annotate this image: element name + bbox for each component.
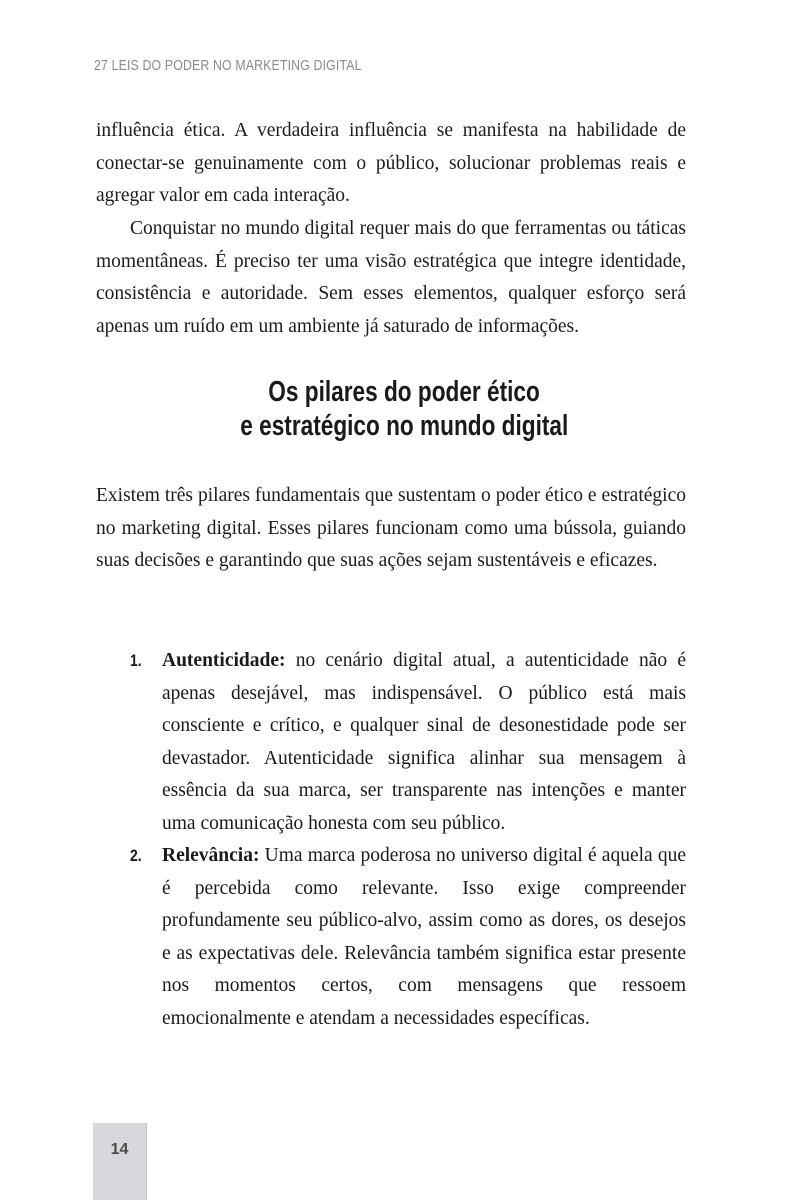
list-text: no cenário digital atual, a autenticidade não é apenas desejável, mas indispensável. O público está mais consciente e crítico, e qualquer sinal de desonestidade pode ser devastador. Autenticidade significa alinhar sua mensagem à essência da sua marca, ser transparente nas intenções e manter uma comunicação honesta com seu público.	[162, 650, 686, 834]
heading-line-2: e estratégico no mundo digital	[240, 410, 569, 442]
list-term: Relevância:	[162, 845, 260, 866]
list-term: Autenticidade:	[162, 650, 286, 671]
list-number: 2.	[130, 846, 142, 865]
paragraph-intro-pilares	[96, 480, 686, 578]
heading-line-1: Os pilares do poder ético	[268, 376, 541, 408]
paragraph-text: Existem três pilares fundamentais que sustentam o poder ético e estratégico no marketing digital. Esses pilares funcionam como uma bússola, guiando suas decisões e garantindo que suas ações sejam sustentáveis e eficazes.	[96, 485, 686, 571]
list-number: 1.	[130, 651, 142, 670]
page-number-tab	[93, 1123, 147, 1200]
paragraph-continuation	[96, 115, 686, 213]
paragraph-conquistar	[96, 213, 686, 343]
list-text: Uma marca poderosa no universo digital é aquela que é percebida como relevante. Isso exige compreender profundamente seu público-alvo, assim como as dores, os desejos e as expectativas dele. Relevância também significa estar presente nos momentos certos, com mensagens que ressoem emocionalmente e atendam a necessidades específicas.	[162, 845, 686, 1029]
running-head: 27 LEIS DO PODER NO MARKETING DIGITAL	[94, 57, 362, 74]
paragraph-text: Conquistar no mundo digital requer mais do que ferramentas ou táticas momentâneas. É preciso ter uma visão estratégica que integre identidade, consistência e autoridade. Sem esses elementos, qualquer esforço será apenas um ruído em um ambiente já saturado de informações.	[96, 218, 686, 337]
pillars-list	[130, 645, 686, 1035]
page-number: 14	[110, 1141, 129, 1158]
section-heading	[0, 375, 809, 443]
list-item	[130, 840, 686, 1035]
paragraph-text: influência ética. A verdadeira influência se manifesta na habilidade de conectar-se genuinamente com o público, solucionar problemas reais e agregar valor em cada interação.	[96, 120, 686, 206]
list-item	[130, 645, 686, 840]
